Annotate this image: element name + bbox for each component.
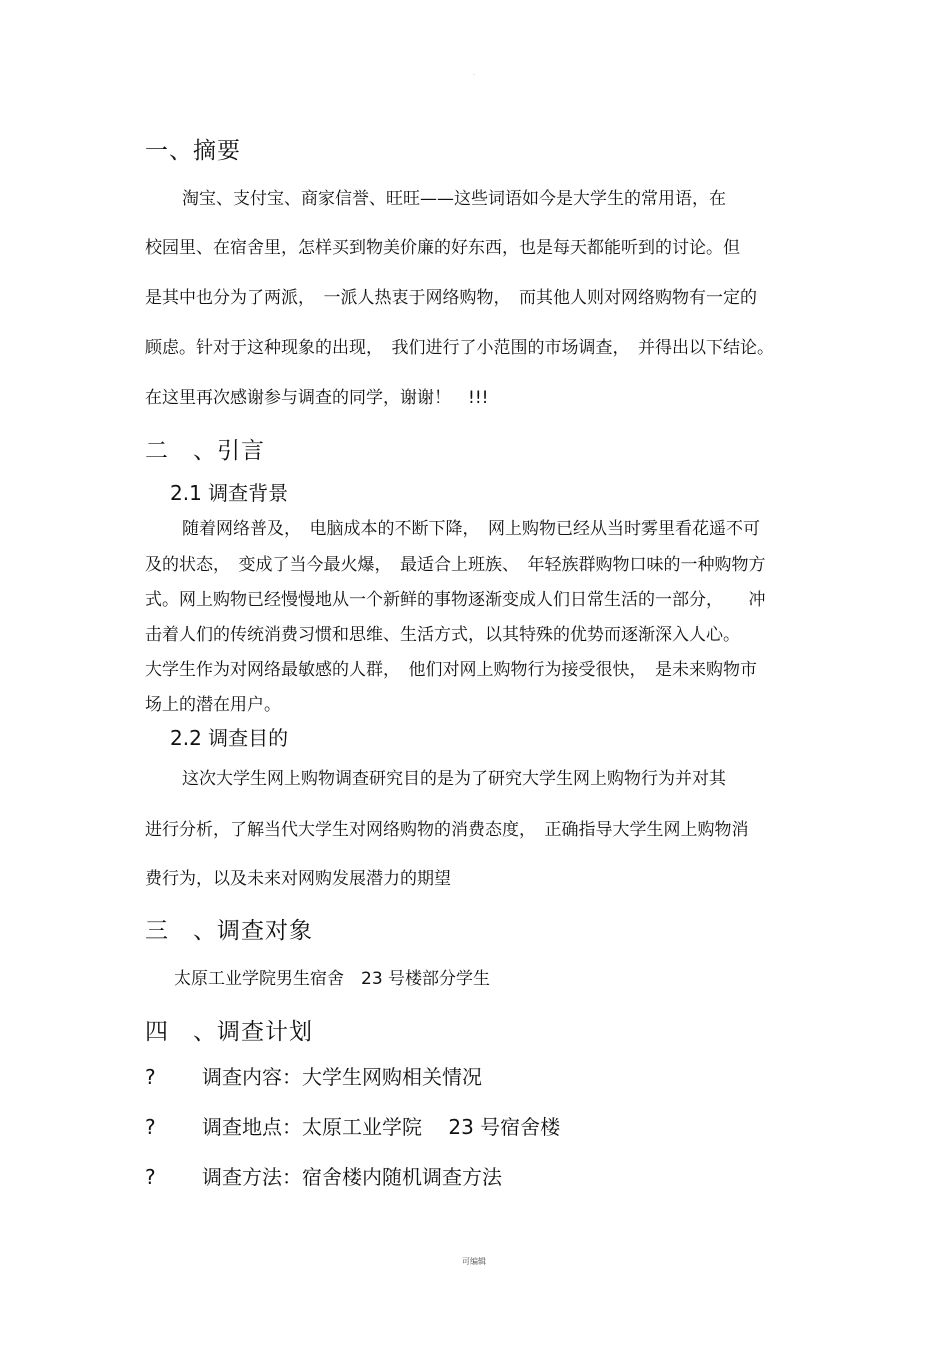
plan-item-text: 调查内容：大学生网购相关情况	[202, 1065, 482, 1089]
abstract-line: 淘宝、支付宝、商家信誉、旺旺——这些词语如今是大学生的常用语，在	[182, 189, 726, 209]
plan-item-text: 调查地点：太原工业学院 23 号宿舍楼	[202, 1115, 561, 1139]
plan-item	[145, 1111, 560, 1140]
purpose-heading: 2.2 调查目的	[170, 726, 289, 750]
abstract-line: 校园里、在宿舍里，怎样买到物美价廉的好东西，也是每天都能听到的讨论。但	[145, 238, 740, 258]
abstract-heading: 一、摘要	[145, 138, 241, 164]
plan-item	[145, 1061, 482, 1090]
abstract-line: 顾虑。针对于这种现象的出现， 我们进行了小范围的市场调查， 并得出以下结论。	[145, 338, 774, 358]
background-line: 大学生作为对网络最敏感的人群， 他们对网上购物行为接受很快， 是未来购物市	[145, 660, 757, 680]
plan-item-text: 调查方法：宿舍楼内随机调查方法	[202, 1165, 502, 1189]
abstract-line: 在这里再次感谢参与调查的同学，谢谢！ !!!	[145, 388, 489, 408]
background-line: 场上的潜在用户。	[145, 695, 281, 715]
bullet-mark: ?	[145, 1115, 156, 1139]
intro-heading: 二 、引言	[145, 438, 265, 464]
background-heading: 2.1 调查背景	[170, 481, 289, 505]
bullet-mark: ?	[145, 1165, 156, 1189]
background-line: 式。网上购物已经慢慢地从一个新鲜的事物逐渐变成人们日常生活的一部分， 冲	[145, 590, 766, 610]
page-footer: 可编辑	[462, 1257, 486, 1266]
subjects-line: 太原工业学院男生宿舍 23 号楼部分学生	[174, 969, 491, 989]
subjects-heading: 三 、调查对象	[145, 918, 313, 944]
background-line: 随着网络普及， 电脑成本的不断下降， 网上购物已经从当时雾里看花遥不可	[182, 519, 760, 539]
abstract-line: 是其中也分为了两派， 一派人热衷于网络购物， 而其他人则对网络购物有一定的	[145, 288, 757, 308]
top-mark: .	[473, 70, 475, 77]
plan-item	[145, 1161, 502, 1190]
plan-heading: 四 、调查计划	[145, 1019, 313, 1045]
purpose-line: 费行为，以及未来对网购发展潜力的期望	[145, 869, 451, 889]
purpose-line: 进行分析，了解当代大学生对网络购物的消费态度， 正确指导大学生网上购物消	[145, 820, 749, 840]
background-line: 及的状态， 变成了当今最火爆， 最适合上班族、 年轻族群购物口味的一种购物方	[145, 555, 766, 575]
background-line: 击着人们的传统消费习惯和思维、生活方式，以其特殊的优势而逐渐深入人心。	[145, 625, 740, 645]
bullet-mark: ?	[145, 1065, 156, 1089]
purpose-line: 这次大学生网上购物调查研究目的是为了研究大学生网上购物行为并对其	[182, 769, 726, 789]
